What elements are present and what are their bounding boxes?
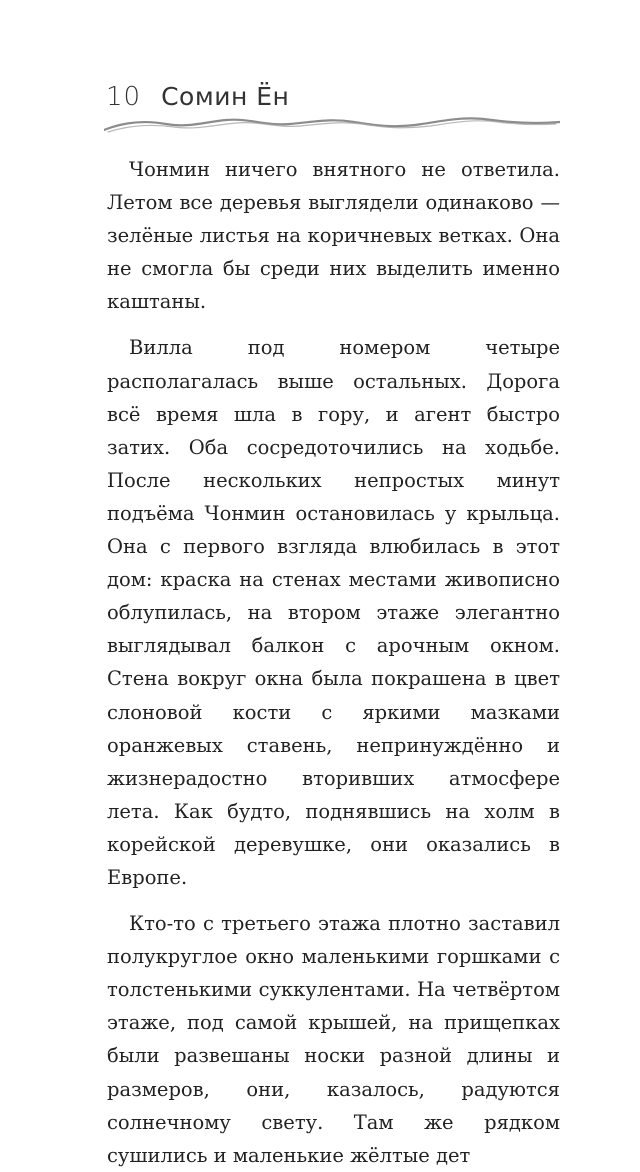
paragraph-1: Чонмин ничего внятного не ответила. Летом все деревья выглядели одинаково — зелёные листья на коричневых ветках. Она не смогла бы среди них выделить именно каштаны. <box>107 158 560 314</box>
page-number: 10 <box>106 82 142 112</box>
paragraph-3: Кто-то с третьего этажа плотно заставил полукруглое окно маленькими горшками с толстенькими суккулентами. На четвёртом этаже, под самой крышей, на прищепках были развешаны носки разной длины и размеров, они, казалось, радуются солнечному свету. Там же рядком сушились и маленькие жёлтые дет <box>107 912 560 1167</box>
header-wave-ornament <box>104 110 560 138</box>
paragraph-2: Вилла под номером четыре располагалась выше остальных. Дорога всё время шла в гору, и агент быстро затих. Оба сосредоточились на ходьбе. После нескольких непростых минут подъёма Чонмин остановилась у крыльца. Она с первого взгляда влюбилась в этот дом: краска на стенах местами живописно облупилась, на втором этаже элегантно выглядывал балкон с арочным окном. Стена вокруг окна была покрашена в цвет слоновой кости с яркими мазками оранжевых ставень, непринуждённо и жизнерадостно вторивших атмосфере лета. Как будто, поднявшись на холм в корейской деревушке, они оказались в Европе. <box>107 336 560 889</box>
author-name: Сомин Ён <box>161 82 290 111</box>
running-header <box>106 82 289 112</box>
body-text <box>107 153 560 1172</box>
